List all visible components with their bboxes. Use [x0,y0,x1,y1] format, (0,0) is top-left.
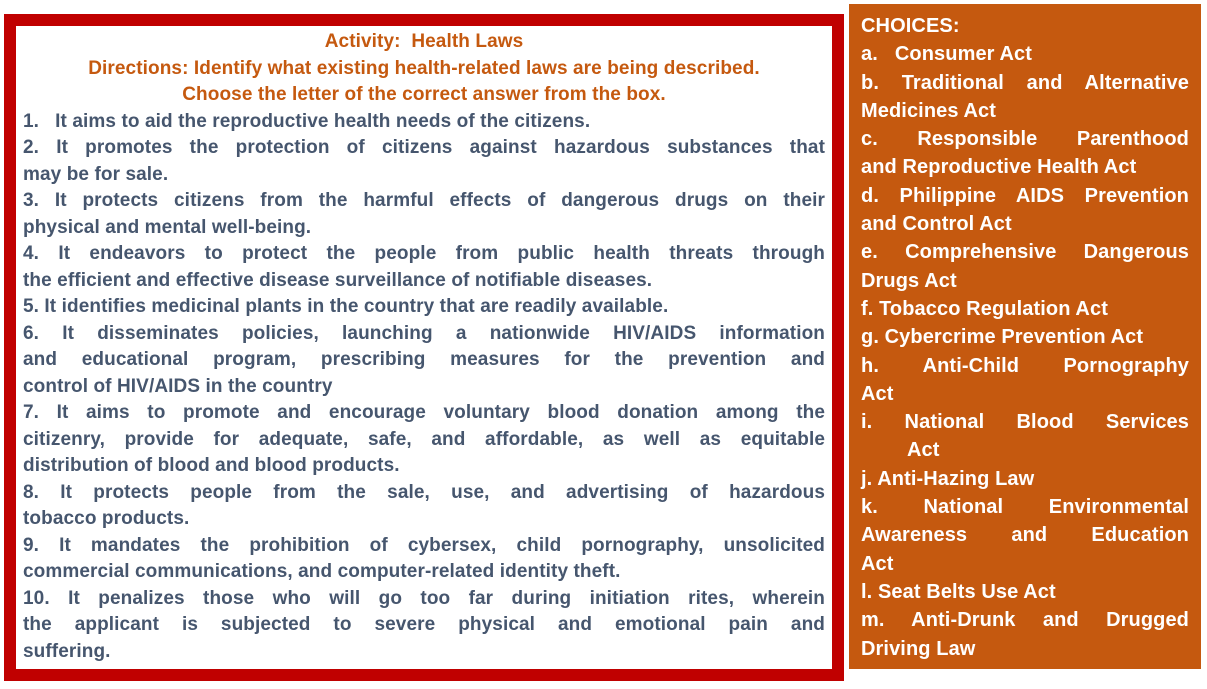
question-8 [23,480,825,533]
question-line: 10. It penalizes those who will go too far during initiation rites, wherein [23,587,825,609]
question-line: 6. It disseminates policies, launching a nationwide HIV/AIDS information [23,322,825,344]
choice-line: Driving Law [861,637,976,660]
question-line: 2. It promotes the protection of citizens against hazardous substances that [23,137,825,158]
choice-line: k. National Environmental [861,496,1189,519]
choice-line: b. Traditional and Alternative [861,71,1189,94]
question-line: citizenry, provide for adequate, safe, and affordable, as well as equitable [23,428,825,450]
choice-b [861,69,1189,126]
question-line: physical and mental well-being. [23,216,312,238]
question-6 [23,321,825,401]
choice-d [861,182,1189,239]
choice-line: h. Anti-Child Pornography [861,354,1189,377]
question-7 [23,400,825,480]
choice-line: and Control Act [861,213,1012,236]
choices-header: CHOICES: [861,15,960,37]
choice-line: g. Cybercrime Prevention Act [861,326,1144,349]
question-3 [23,188,825,241]
question-line: distribution of blood and blood products. [23,455,400,476]
question-line: the efficient and effective disease surveillance of notifiable diseases. [23,269,653,291]
question-line: 1. It aims to aid the reproductive health needs of the citizens. [23,110,591,132]
question-10 [23,586,825,666]
choice-i [861,408,1189,465]
choice-l [861,578,1189,606]
choice-line: d. Philippine AIDS Prevention [861,184,1189,207]
question-line: tobacco products. [23,508,190,529]
choice-line: a. Consumer Act [861,43,1032,66]
question-line: 8. It protects people from the sale, use, and advertising of hazardous [23,481,825,503]
choice-line: and Reproductive Health Act [861,156,1137,179]
choice-line: Act [861,382,894,405]
choice-line: l. Seat Belts Use Act [861,580,1056,603]
directions-line-1: Directions: Identify what existing health-related laws are being described. [88,57,760,79]
choice-line: i. National Blood Services [861,411,1189,434]
choices-panel [849,4,1201,669]
choice-line: Awareness and Education [861,524,1189,547]
question-2 [23,135,825,188]
question-line: the applicant is subjected to severe physical and emotional pain and [23,614,825,635]
choice-a [861,40,1189,68]
question-4 [23,241,825,294]
question-line: 5. It identifies medicinal plants in the country that are readily available. [23,296,669,317]
question-9 [23,533,825,586]
question-line: suffering. [23,640,111,662]
choice-c [861,125,1189,182]
question-line: 7. It aims to promote and encourage voluntary blood donation among the [23,402,825,423]
choice-m [861,606,1189,663]
choice-line: m. Anti-Drunk and Drugged [861,609,1189,632]
activity-title: Activity: Health Laws [324,31,524,52]
choice-g [861,323,1189,351]
question-line: control of HIV/AIDS in the country [23,375,333,397]
choice-line: Drugs Act [861,269,957,292]
question-5 [23,294,825,321]
choice-line: e. Comprehensive Dangerous [861,241,1189,264]
choice-j [861,465,1189,493]
choice-line: Act [907,439,940,462]
question-line: commercial communications, and computer-related identity theft. [23,561,621,582]
activity-panel [4,14,844,681]
choice-e [861,238,1189,295]
question-line: 4. It endeavors to protect the people from public health threats through [23,243,825,264]
choice-line: Medicines Act [861,99,997,122]
question-line: and educational program, prescribing measures for the prevention and [23,349,825,370]
question-line: 3. It protects citizens from the harmful effects of dangerous drugs on their [23,190,825,211]
choice-line: Act [861,552,894,575]
choice-line: c. Responsible Parenthood [861,128,1189,151]
choice-h [861,352,1189,409]
choice-k [861,493,1189,578]
question-1 [23,109,825,136]
question-line: may be for sale. [23,163,169,185]
choice-f [861,295,1189,323]
choice-line: j. Anti-Hazing Law [861,467,1035,490]
directions-line-2: Choose the letter of the correct answer from the box. [182,84,666,105]
question-line: 9. It mandates the prohibition of cybersex, child pornography, unsolicited [23,534,825,556]
choice-line: f. Tobacco Regulation Act [861,297,1108,320]
